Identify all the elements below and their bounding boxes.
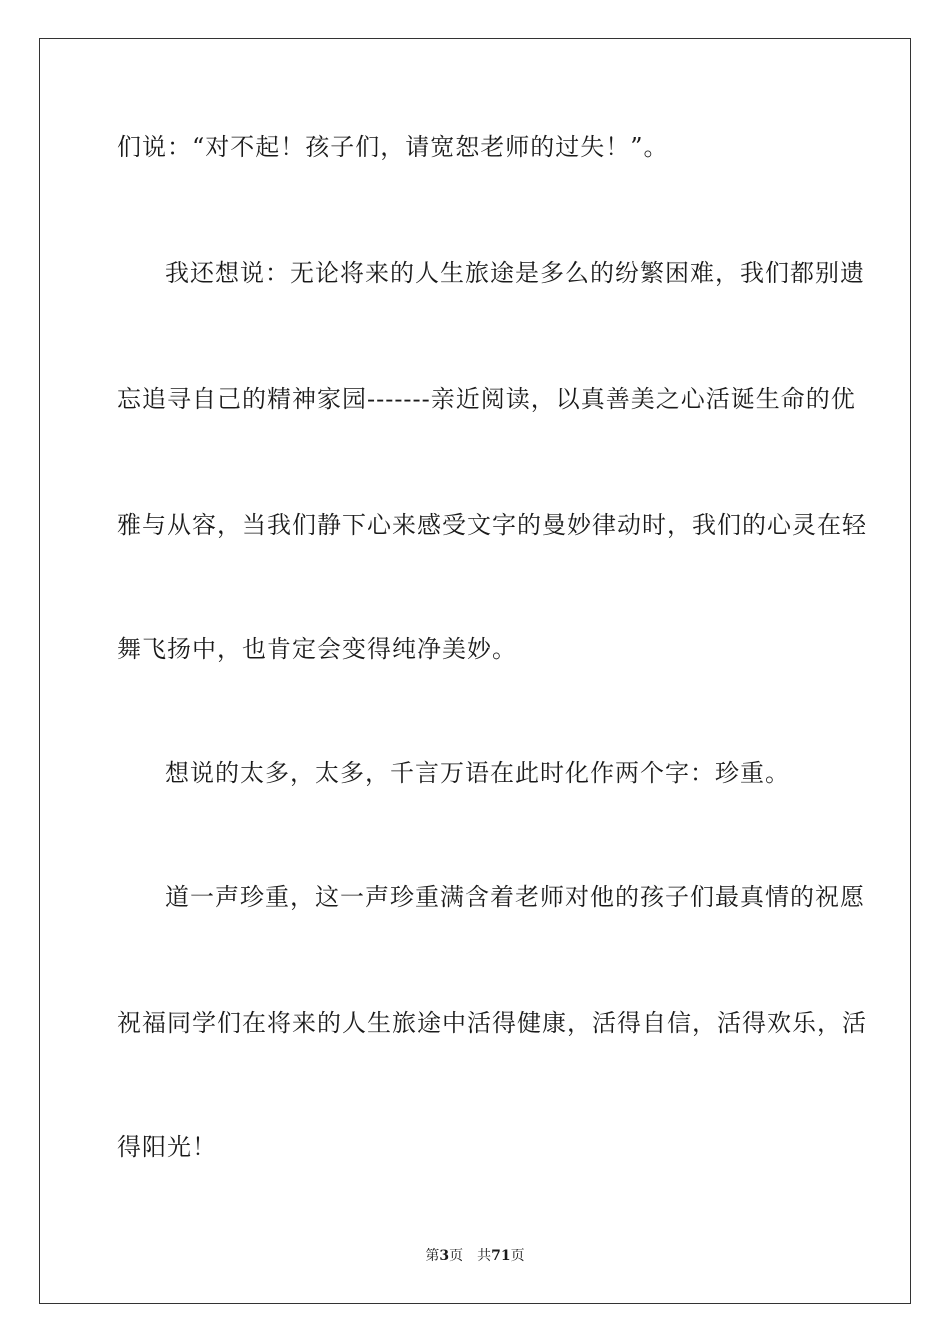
body-text-line: 道一声珍重，这一声珍重满含着老师对他的孩子们最真情的祝愿 [165,883,865,911]
body-text-line: 我还想说：无论将来的人生旅途是多么的纷繁困难，我们都别遗 [165,259,865,287]
page-footer [0,1247,950,1265]
body-text-line: 得阳光！ [117,1133,217,1161]
total-prefix: 共 [477,1248,492,1264]
body-text-line: 忘追寻自己的精神家园-------亲近阅读，以真善美之心活诞生命的优 [117,385,856,413]
body-text-line: 雅与从容，当我们静下心来感受文字的曼妙律动时，我们的心灵在轻 [117,511,867,539]
page-number: 3 [439,1248,450,1264]
page-border [39,38,911,1304]
body-text-line: 祝福同学们在将来的人生旅途中活得健康，活得自信，活得欢乐，活 [117,1009,867,1037]
body-text-line: 想说的太多，太多，千言万语在此时化作两个字：珍重。 [165,759,790,787]
page-prefix: 第 [425,1248,440,1264]
body-text-line: 们说：“对不起！孩子们，请宽恕老师的过失！”。 [117,133,669,161]
body-text-line: 舞飞扬中，也肯定会变得纯净美妙。 [117,635,517,663]
total-pages: 71 [491,1248,511,1264]
total-suffix: 页 [510,1248,525,1264]
page-suffix: 页 [449,1248,464,1264]
